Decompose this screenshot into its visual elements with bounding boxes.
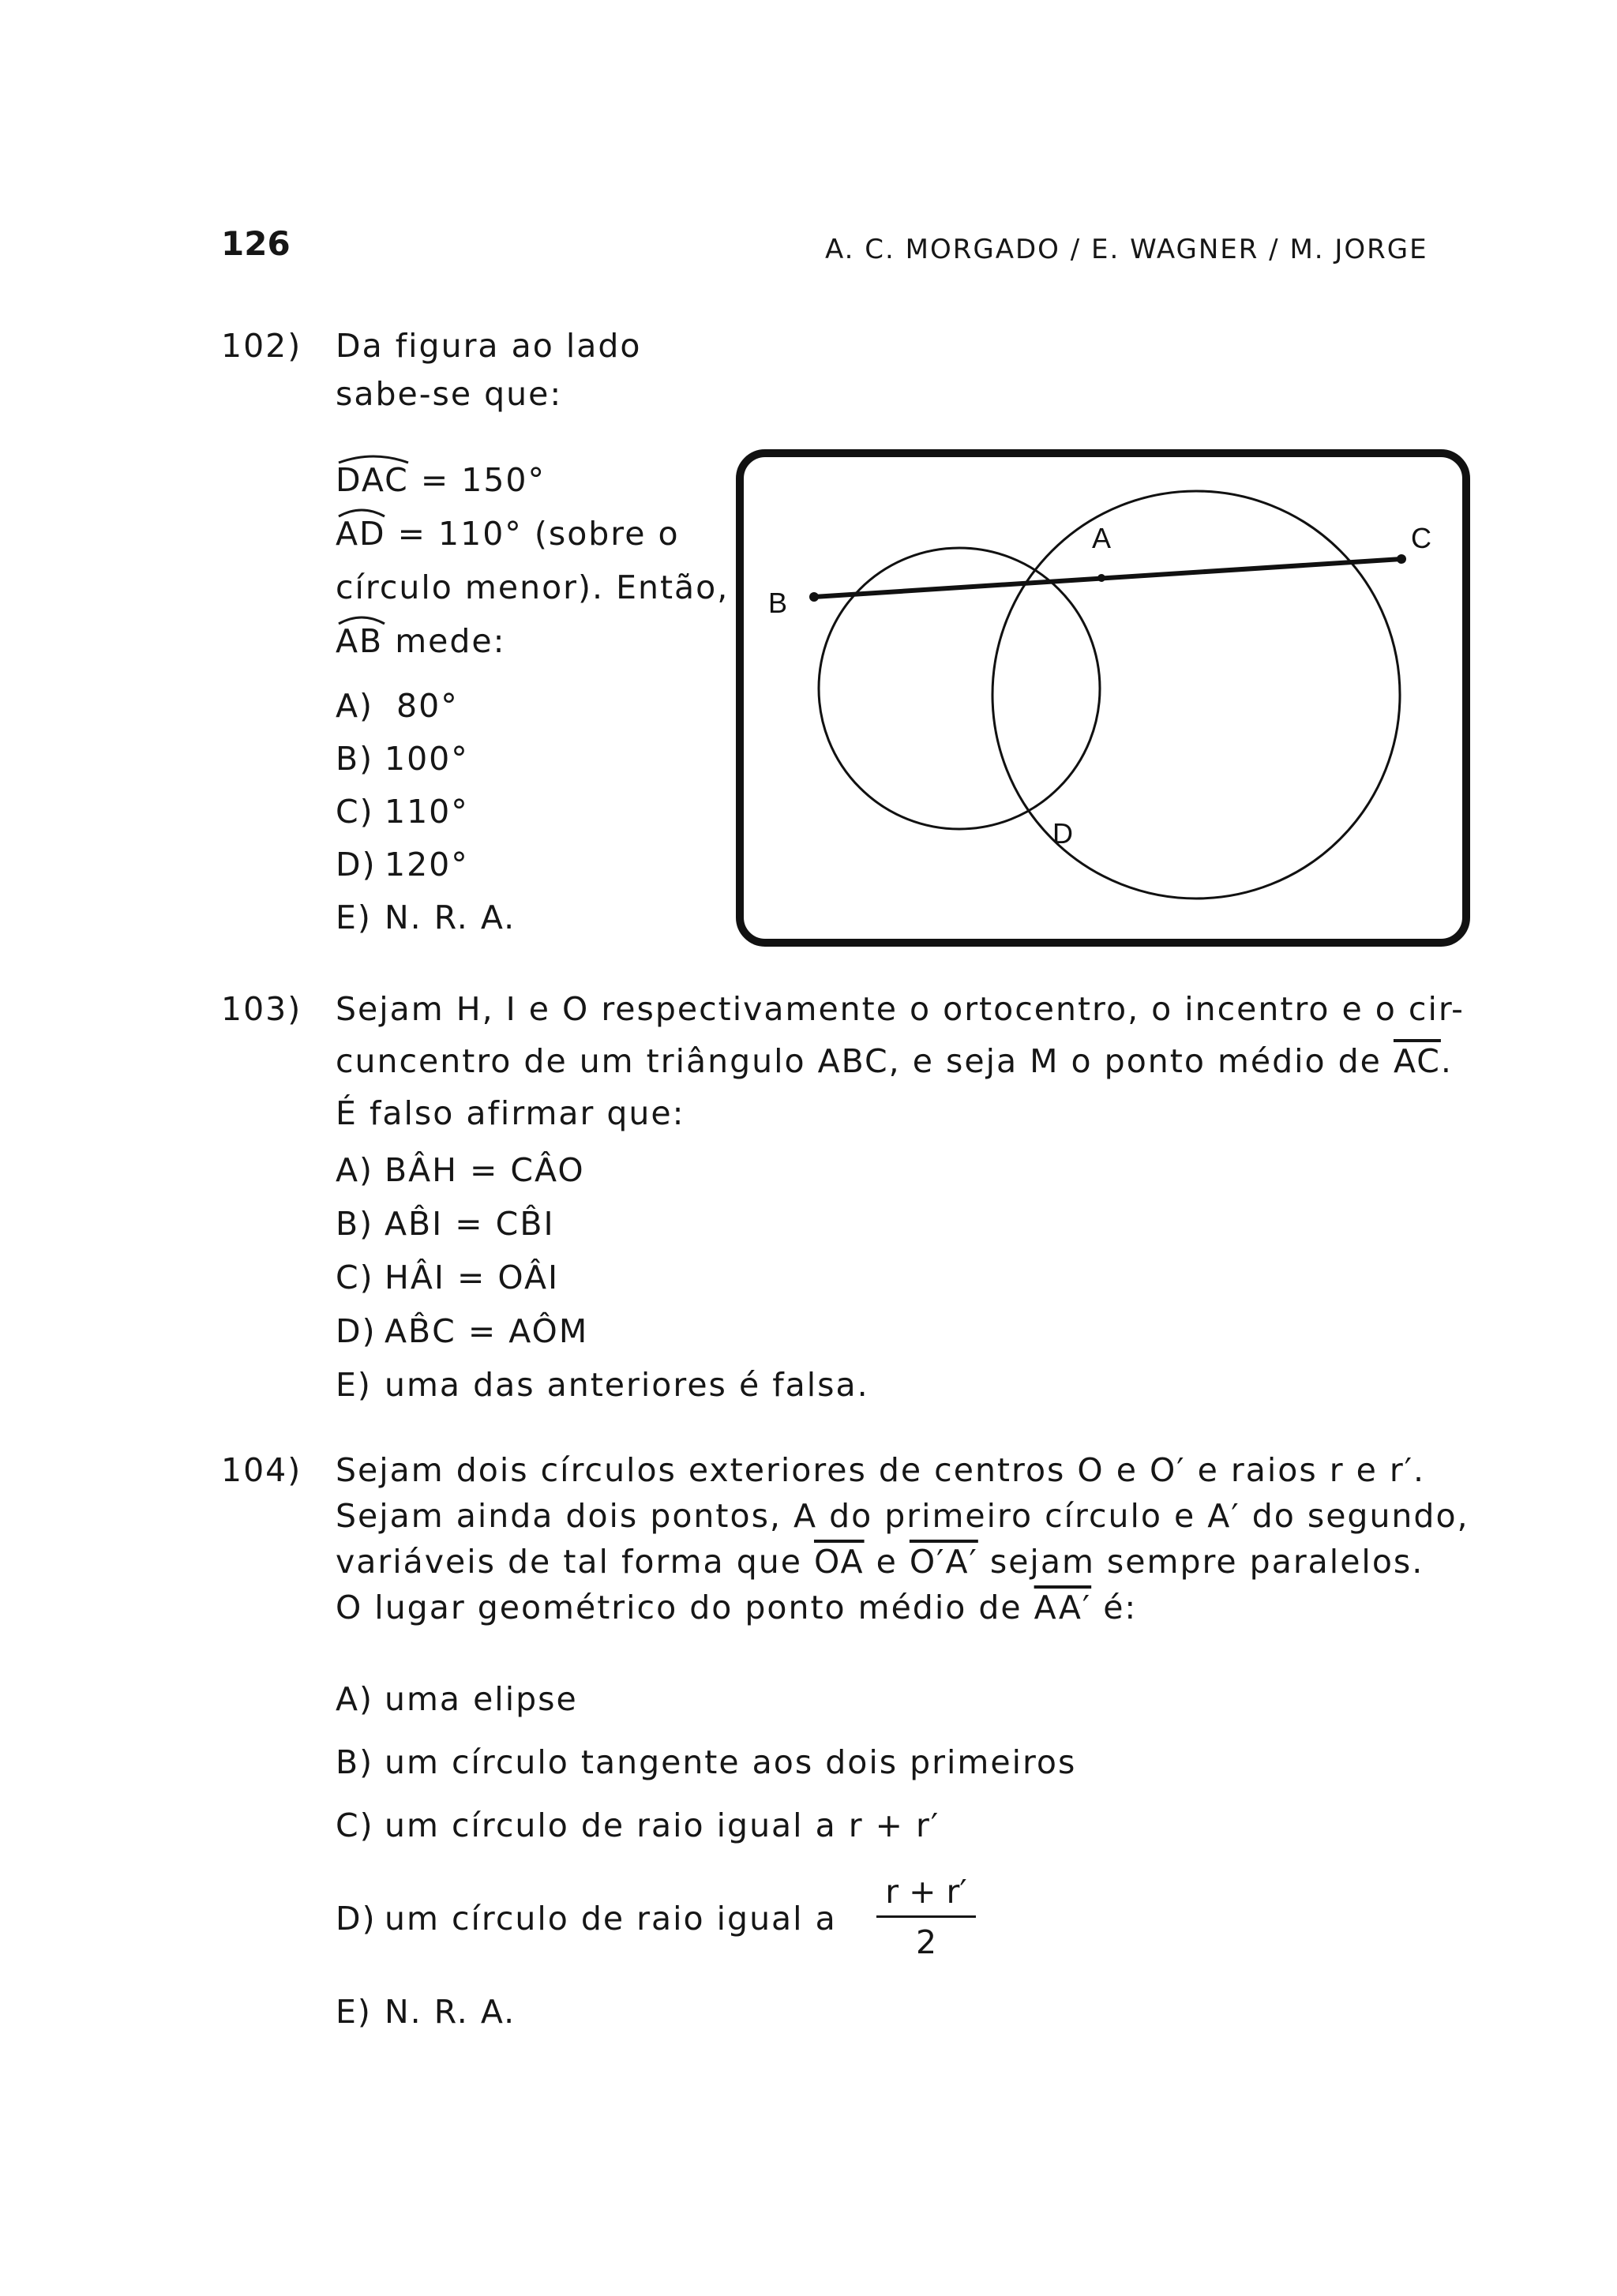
q102-option-d: D) 120° <box>336 846 469 884</box>
segment-bc <box>814 559 1401 597</box>
q103-option-e: E) uma das anteriores é falsa. <box>336 1366 869 1404</box>
label-b: B <box>768 587 788 619</box>
running-head: A. C. MORGADO / E. WAGNER / M. JORGE <box>825 234 1428 265</box>
q103-line2: cuncentro de um triângulo ABC, e seja M o ponto médio de $\overline{AC}$. <box>336 1042 1453 1080</box>
q104-number: 104) <box>221 1451 302 1489</box>
q102-given-4: AB mede: <box>336 622 505 660</box>
q104-line2: Sejam ainda dois pontos, A do primeiro círculo e A′ do segundo, <box>336 1497 1469 1535</box>
q103-number: 103) <box>221 990 302 1028</box>
arc-ad: AD <box>336 515 386 553</box>
q103-option-a: A) BÂH = CÂO <box>336 1151 585 1189</box>
q103-option-b: B) AB̂I = CB̂I <box>336 1205 555 1243</box>
q102-number: 102) <box>221 327 302 365</box>
small-circle <box>819 548 1100 829</box>
q102-intro-line1: Da figura ao lado <box>336 327 642 365</box>
q104-option-a: A) uma elipse <box>336 1680 578 1718</box>
arc-mark <box>337 507 386 518</box>
q102-option-b: B) 100° <box>336 740 469 778</box>
q103-line3: É falso afirmar que: <box>336 1094 685 1132</box>
fraction-bar <box>876 1915 976 1918</box>
q102-given-1: DAC = 150° <box>336 461 546 499</box>
fraction-denominator: 2 <box>915 1923 937 1961</box>
q102-option-a: A) 80° <box>336 687 459 725</box>
arc-dac: DAC <box>336 461 409 499</box>
q103-option-d: D) AB̂C = AÔM <box>336 1312 589 1350</box>
point-c <box>1397 554 1406 564</box>
q102-given-2: AD = 110° (sobre o <box>336 515 680 553</box>
point-a <box>1097 574 1105 582</box>
circles-figure <box>730 444 1480 957</box>
q103-line1: Sejam H, I e O respectivamente o ortocentro, o incentro e o cir- <box>336 990 1465 1028</box>
q104-option-c: C) um círculo de raio igual a r + r′ <box>336 1806 940 1844</box>
point-b <box>809 592 819 602</box>
q104-line4: O lugar geométrico do ponto médio de AA′ é: <box>336 1589 1138 1626</box>
fraction-numerator: r + r′ <box>885 1873 967 1911</box>
q104-option-b: B) um círculo tangente aos dois primeiros <box>336 1743 1077 1781</box>
page-number: 126 <box>221 224 291 263</box>
q104-option-d: D) um círculo de raio igual a <box>336 1900 837 1938</box>
q104-option-e: E) N. R. A. <box>336 1993 516 2031</box>
arc-mark <box>337 453 410 464</box>
label-c: C <box>1411 522 1431 554</box>
q102-option-c: C) 110° <box>336 793 469 831</box>
q102-option-e: E) N. R. A. <box>336 899 516 936</box>
q102-intro-line2: sabe-se que: <box>336 375 563 413</box>
q104-line3: variáveis de tal forma que $\overline{OA}$ e O′A′ sejam sempre paralelos. <box>336 1543 1424 1581</box>
q104-line1: Sejam dois círculos exteriores de centros O e O′ e raios r e r′. <box>336 1451 1426 1489</box>
arc-ab: AB <box>336 622 383 660</box>
label-d: D <box>1052 817 1073 850</box>
q102-given-3: círculo menor). Então, <box>336 568 730 606</box>
label-a: A <box>1092 522 1112 554</box>
arc-mark <box>337 614 386 625</box>
q103-option-c: C) HÂI = OÂI <box>336 1259 560 1296</box>
